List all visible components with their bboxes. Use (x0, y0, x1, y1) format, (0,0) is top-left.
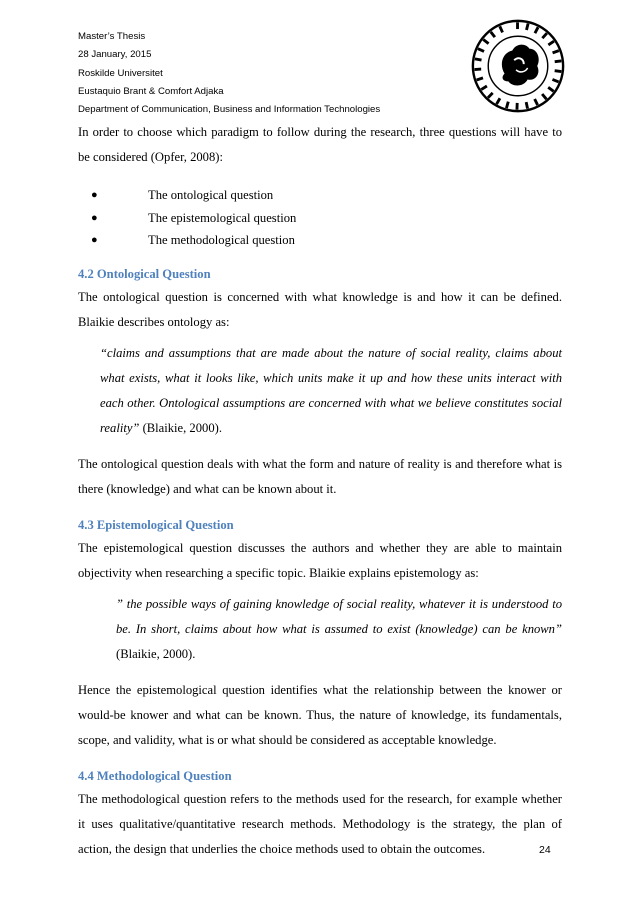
list-item: ● The methodological question (78, 229, 562, 252)
header-department: Department of Communication, Business and Information Technologies (78, 104, 381, 116)
paragraph: Hence the epistemological question identifies what the relationship between the knower or would-be knower and what can be known. Thus, the nature of knowledge, its fundamentals, scope, and validity, what is or what should be considered as acceptable knowledge. (78, 682, 562, 747)
quote-citation: (Blaikie, 2000). (116, 646, 196, 661)
header-date: 28 January, 2015 (78, 49, 152, 61)
header-authors: Eustaquio Brant & Comfort Adjaka (78, 85, 224, 97)
quote-text: ” the possible ways of gaining knowledge of social reality, whatever it is understood to be. In short, claims about how what is assumed to exist (knowledge) can be known” (116, 596, 562, 636)
paragraph: The ontological question is concerned with what knowledge is and how it can be defined. Blaikie describes ontology as: (78, 289, 562, 329)
page-number: 24 (539, 844, 551, 856)
blockquote (116, 592, 562, 667)
bullet-icon: ● (91, 234, 98, 246)
quote-citation: (Blaikie, 2000). (139, 420, 222, 435)
section-heading-4-3: 4.3 Epistemological Question (78, 517, 234, 532)
paragraph: The epistemological question discusses the authors and whether they are able to maintain objectivity when researching a specific topic. Blaikie explains epistemology as: (78, 540, 562, 580)
quote-text: “claims and assumptions that are made about the nature of social reality, claims about what exists, what it looks like, which units make it up and how these units interact with each other. Ontological assumptions are concerned with what we believe constitutes social reality” (100, 345, 562, 435)
section-heading-4-4: 4.4 Methodological Question (78, 768, 232, 783)
list-item: ● The epistemological question (78, 207, 562, 230)
paragraph: The ontological question deals with what the form and nature of reality is and therefore what is there (knowledge) and what can be known about it. (78, 456, 562, 496)
section-heading-4-2: 4.2 Ontological Question (78, 266, 211, 281)
list-item: ● The ontological question (78, 184, 562, 207)
page-header (78, 28, 498, 119)
header-university: Roskilde Universitet (78, 67, 163, 79)
bullet-icon: ● (91, 211, 98, 224)
bullet-icon: ● (91, 189, 98, 201)
question-list (78, 184, 562, 252)
paragraph: The methodological question refers to the methods used for the research, for example whether it uses qualitative/quantitative research methods. Methodology is the strategy, the plan of action, the design that underlies the choice methods used to obtain the outcomes. (78, 791, 562, 856)
page-body (78, 120, 562, 862)
intro-paragraph: In order to choose which paradigm to follow during the research, three questions will have to be considered (Opfer, 2008): (78, 125, 562, 164)
header-title: Master’s Thesis (78, 31, 146, 42)
university-seal-icon (470, 18, 566, 114)
blockquote (100, 341, 562, 441)
